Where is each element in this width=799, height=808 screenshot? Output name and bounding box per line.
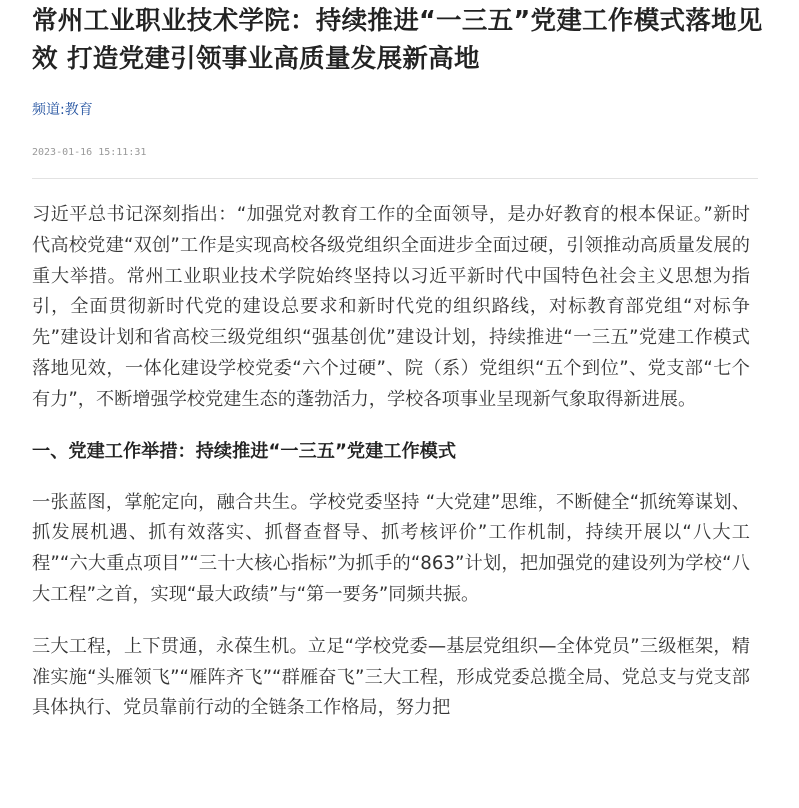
- article-title: 常州工业职业技术学院：持续推进“一三五”党建工作模式落地见效 打造党建引领事业高质量发展新高地: [32, 6, 763, 74]
- section-paragraph: 三大工程，上下贯通，永葆生机。立足“学校党委—基层党组织—全体党员”三级框架，精准实施“头雁领飞”“雁阵齐飞”“群雁奋飞”三大工程，形成党委总揽全局、党总支与党支部具体执行、党员靠前行动的全链条工作格局，努力把: [32, 635, 750, 719]
- channel-info: [32, 100, 93, 120]
- article-body: [32, 200, 750, 724]
- section-heading: 一、党建工作举措：持续推进“一三五”党建工作模式: [32, 440, 457, 462]
- publish-datetime: 2023-01-16 15:11:31: [32, 147, 147, 158]
- channel-link[interactable]: [32, 102, 93, 118]
- channel-label: 频道:: [32, 102, 65, 118]
- channel-name: 教育: [64, 102, 93, 118]
- section-paragraph: 一张蓝图，掌舵定向，融合共生。学校党委坚持 “大党建”思维，不断健全“抓统筹谋划、抓发展机遇、抓有效落实、抓督查督导、抓考核评价”工作机制，持续开展以“八大工程”“六大重点项目”“三十大核心指标”为抓手的“863”计划，把加强党的建设列为学校“八大工程”之首，实现“最大政绩”与“第一要务”同频共振。: [32, 491, 750, 605]
- intro-paragraph: 习近平总书记深刻指出：“加强党对教育工作的全面领导，是办好教育的根本保证。”新时代高校党建“双创”工作是实现高校各级党组织全面进步全面过硬，引领推动高质量发展的重大举措。常州工业职业技术学院始终坚持以习近平新时代中国特色社会主义思想为指引，全面贯彻新时代党的建设总要求和新时代党的组织路线，对标教育部党组“对标争先”建设计划和省高校三级党组织“强基创优”建设计划，持续推进“一三五”党建工作模式落地见效，一体化建设学校党委“六个过硬”、院（系）党组织“五个到位”、党支部“七个有力”，不断增强学校党建生态的蓬勃活力，学校各项事业呈现新气象取得新进展。: [32, 204, 750, 410]
- header-divider: [32, 178, 758, 179]
